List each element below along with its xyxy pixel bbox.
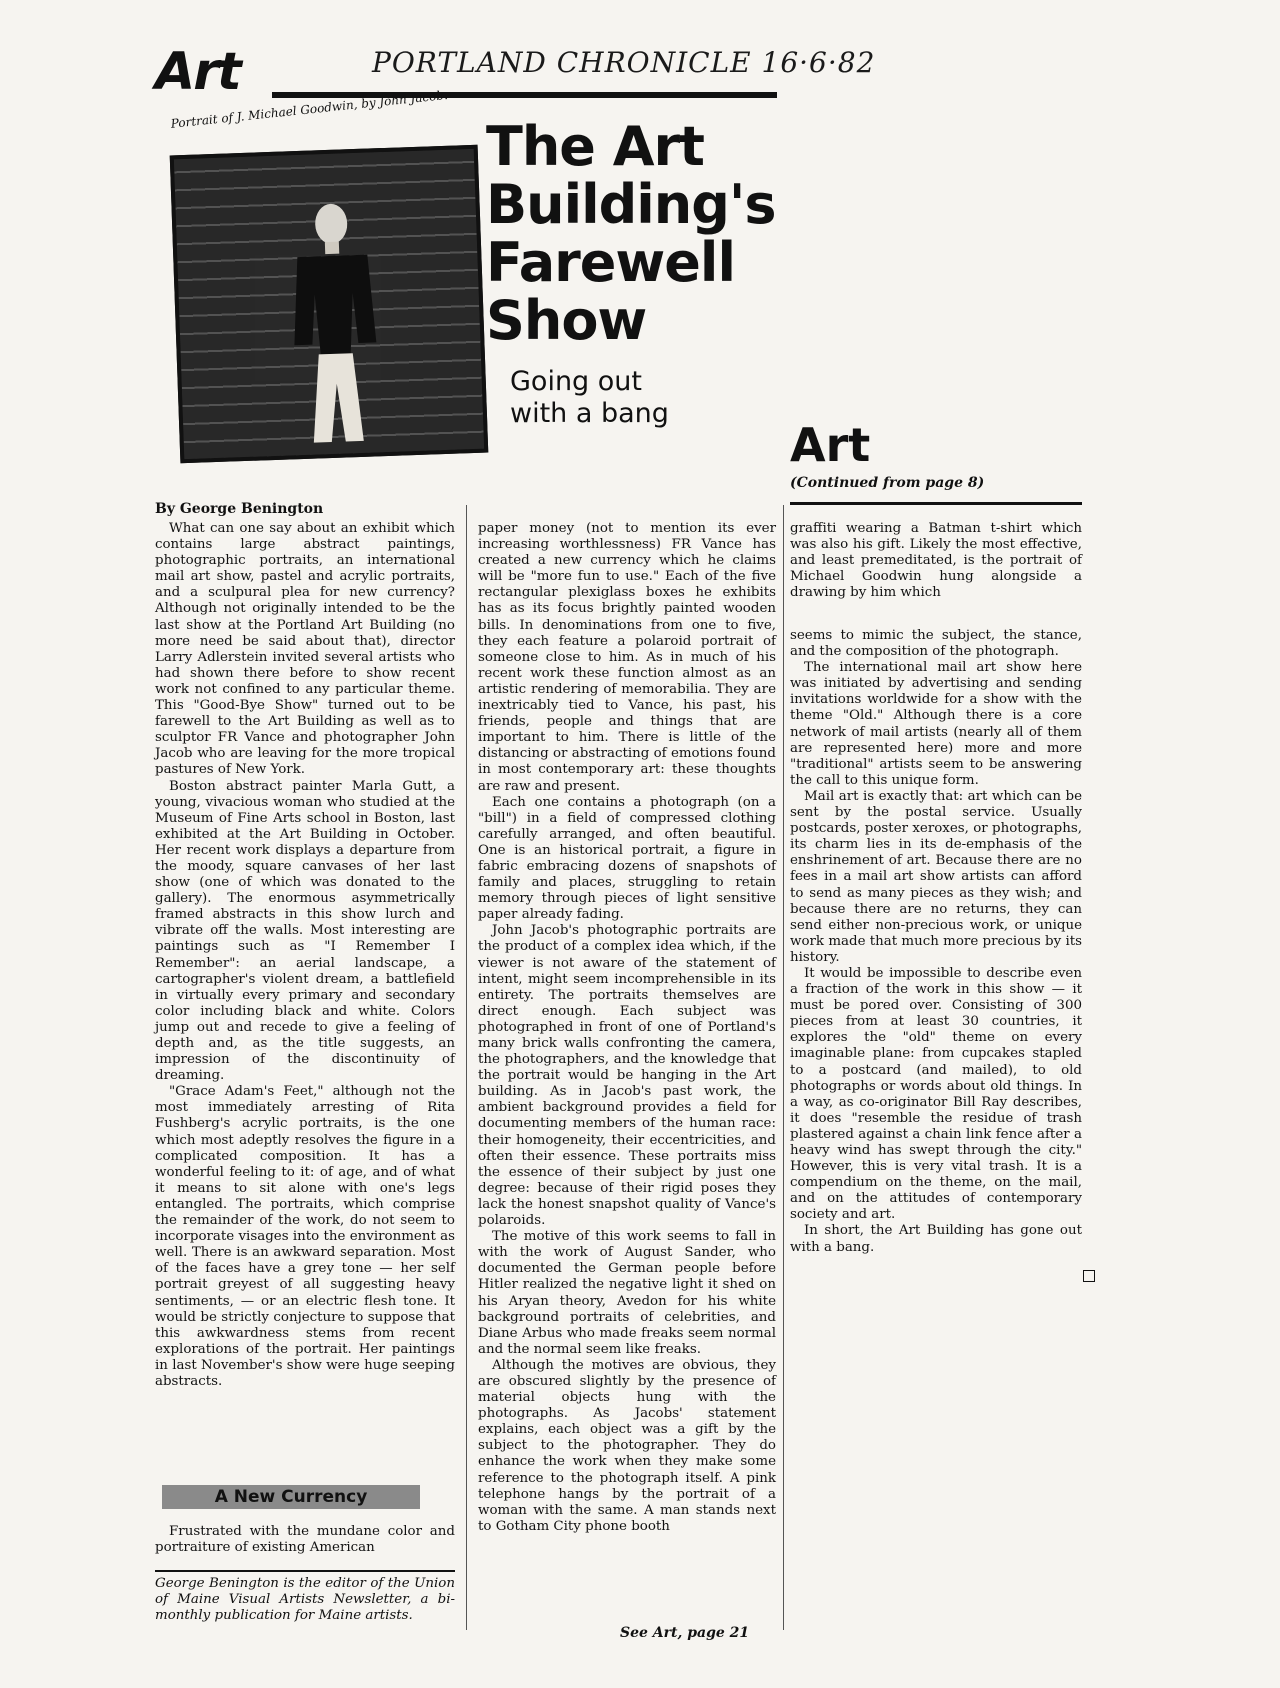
article-column-1-continued xyxy=(155,1524,455,1556)
continuation-heading: Art xyxy=(790,418,871,472)
subhead: A New Currency xyxy=(214,1487,368,1507)
continuation-column-top xyxy=(790,521,1082,601)
paragraph: What can one say about an exhibit which contains large abstract paintings, photographic portraits, an international mail art show, pastel and acrylic portraits, and a sculpural plea for new currency? Although not originally intended to be the last show at the Portland Art Building (no more need be said about that), director Larry Adlerstein invited several artists who had shown there before to show recent work not confined to any particular theme. This "Good-Bye Show" turned out to be farewell to the Art Building as well as to sculptor FR Vance and photographer John Jacob who are leaving for the more tropical pastures of New York. xyxy=(155,521,455,778)
paragraph: Boston abstract painter Marla Gutt, a young, vivacious woman who studied at the Museum of Fine Arts school in Boston, last exhibited at the Art Building in October. Her recent work displays a departure from the moody, square canvases of her last show (one of which was donated to the gallery). The enormous asymmetrically framed abstracts in this show lurch and vibrate off the walls. Most interesting are paintings such as "I Remember I Remember": an aerial landscape, a cartographer's violent dream, a battlefield in virtually every primary and secondary color including black and white. Colors jump out and recede to give a feeling of depth and, as the title suggests, an impression of the discontinuity of dreaming. xyxy=(155,778,455,1084)
paragraph: John Jacob's photographic portraits are the product of a complex idea which, if the viewer is not aware of the statement of intent, might seem incomprehensible in its entirety. The portraits themselves are direct enough. Each subject was photographed in front of one of Portland's many brick walls confronting the camera, the photographers, and the knowledge that the portrait would be hanging in the Art building. As in Jacob's past work, the ambient background provides a field for documenting members of the human race: their homogeneity, their eccentricities, and often their essence. These portraits miss the essence of their subject by just one degree: because of their rigid poses they lack the honest snapshot quality of Vance's polaroids. xyxy=(478,923,776,1229)
column-divider xyxy=(783,505,784,1630)
title-line: The Art xyxy=(486,115,704,178)
paragraph: graffiti wearing a Batman t-shirt which was also his gift. Likely the most effective, and least premeditated, is the portrait of Michael Goodwin hung alongside a drawing by him which xyxy=(790,521,1082,601)
author-bio: George Benington is the editor of the Union of Maine Visual Artists Newsletter, a bi-monthly publication for Maine artists. xyxy=(155,1576,455,1623)
column-divider xyxy=(466,505,467,1630)
photo-caption: Portrait of J. Michael Goodwin, by John Jacob. xyxy=(170,87,449,131)
continuation-rule xyxy=(790,502,1082,505)
paragraph: paper money (not to mention its ever increasing worthlessness) FR Vance has created a new currency which he claims will be "more fun to use." Each of the five rectangular plexiglass boxes he exhibits has as its focus brightly painted wooden bills. In denominations from one to five, they each feature a polaroid portrait of someone close to him. As in much of his recent work these function almost as an artistic rendering of memorabilia. They are inextricably tied to Vance, his past, his friends, people and things that are important to him. There is little of the distancing or abstracting of emotions found in most contemporary art: these thoughts are raw and present. xyxy=(478,521,776,794)
end-mark-icon xyxy=(1083,1270,1095,1282)
paragraph: Each one contains a photograph (on a "bill") in a field of compressed clothing carefully arranged, and often beautiful. One is an historical portrait, a figure in fabric embracing dozens of snapshots of family and places, struggling to retain memory through pieces of light sensitive paper already fading. xyxy=(478,794,776,923)
portrait-photo xyxy=(170,145,489,464)
title-line: Show xyxy=(486,289,647,352)
section-heading: Art xyxy=(155,42,240,102)
paragraph: The international mail art show here was initiated by advertising and sending invitations worldwide for a show with the theme "Old." Although there is a core network of mail artists (nearly all of them are represented here) more and more "traditional" artists seem to be answering the call to this unique form. xyxy=(790,660,1082,788)
article-subtitle xyxy=(510,366,710,430)
title-line: Building's xyxy=(486,173,776,236)
man-figure-image xyxy=(285,192,384,445)
subtitle-line: with a bang xyxy=(510,398,669,429)
article-column-2 xyxy=(478,521,776,1535)
jump-line: See Art, page 21 xyxy=(620,1625,750,1641)
bio-rule xyxy=(155,1570,455,1572)
paragraph: "Grace Adam's Feet," although not the most immediately arresting of Rita Fushberg's acrylic portraits, is the one which most adeptly resolves the figure in a complicated composition. It has a wonderful feeling to it: of age, and of what it means to sit alone with one's legs entangled. The portraits, which comprise the remainder of the work, do not seem to incorporate visages into the environment as well. There is an awkward separation. Most of the faces have a grey tone — her self portrait greyest of all suggesting heavy sentiments, — or an electric flesh tone. It would be strictly conjecture to suppose that this awkwardness stems from recent explorations of the portrait. Her paintings in last November's show were huge seeping abstracts. xyxy=(155,1084,455,1389)
title-line: Farewell xyxy=(486,231,735,294)
article-title xyxy=(486,115,786,352)
paragraph: seems to mimic the subject, the stance, and the composition of the photograph. xyxy=(790,628,1082,660)
article-column-1 xyxy=(155,521,455,1390)
paragraph: Mail art is exactly that: art which can be sent by the postal service. Usually postcards, poster xeroxes, or photographs, its charm lies in its de-emphasis of the enshrinement of art. Because there are no fees in a mail art show artists can afford to send as many pieces as they wish; and because there are no returns, they can send either non-precious work, or unique work made that much more precious by its history. xyxy=(790,788,1082,965)
handwritten-source-note: PORTLAND CHRONICLE 16·6·82 xyxy=(372,46,876,79)
subtitle-line: Going out xyxy=(510,366,642,397)
paragraph: It would be impossible to describe even a fraction of the work in this show — it must be pored over. Consisting of 300 pieces from at least 30 countries, it explores the "old" theme on every imaginable plane: from cupcakes stapled to a postcard (and mailed), to old photographs or words about old things. In a way, as co-originator Bill Ray describes, it does "resemble the residue of trash plastered against a chain link fence after a heavy wind has swept through the city." However, this is very vital trash. It is a compendium on the theme, on the mail, and on the attitudes of contemporary society and art. xyxy=(790,965,1082,1223)
paragraph: The motive of this work seems to fall in with the work of August Sander, who documented the German people before Hitler realized the negative light it shed on his Aryan theory, Avedon for his white background portraits of celebrities, and Diane Arbus who made freaks seem normal and the normal seem like freaks. xyxy=(478,1229,776,1357)
byline: By George Benington xyxy=(155,501,324,517)
continuation-note: (Continued from page 8) xyxy=(790,475,985,491)
continuation-column xyxy=(790,628,1082,1256)
paragraph: Although the motives are obvious, they are obscured slightly by the presence of material objects hung with the photographs. As Jacobs' statement explains, each object was a gift by the subject to the photographer. They do enhance the work when they make some reference to the photograph itself. A pink telephone hangs by the portrait of a woman with the same. A man stands next to Gotham City phone booth xyxy=(478,1357,776,1534)
paragraph: In short, the Art Building has gone out with a bang. xyxy=(790,1223,1082,1255)
paragraph: Frustrated with the mundane color and portraiture of existing American xyxy=(155,1524,455,1556)
